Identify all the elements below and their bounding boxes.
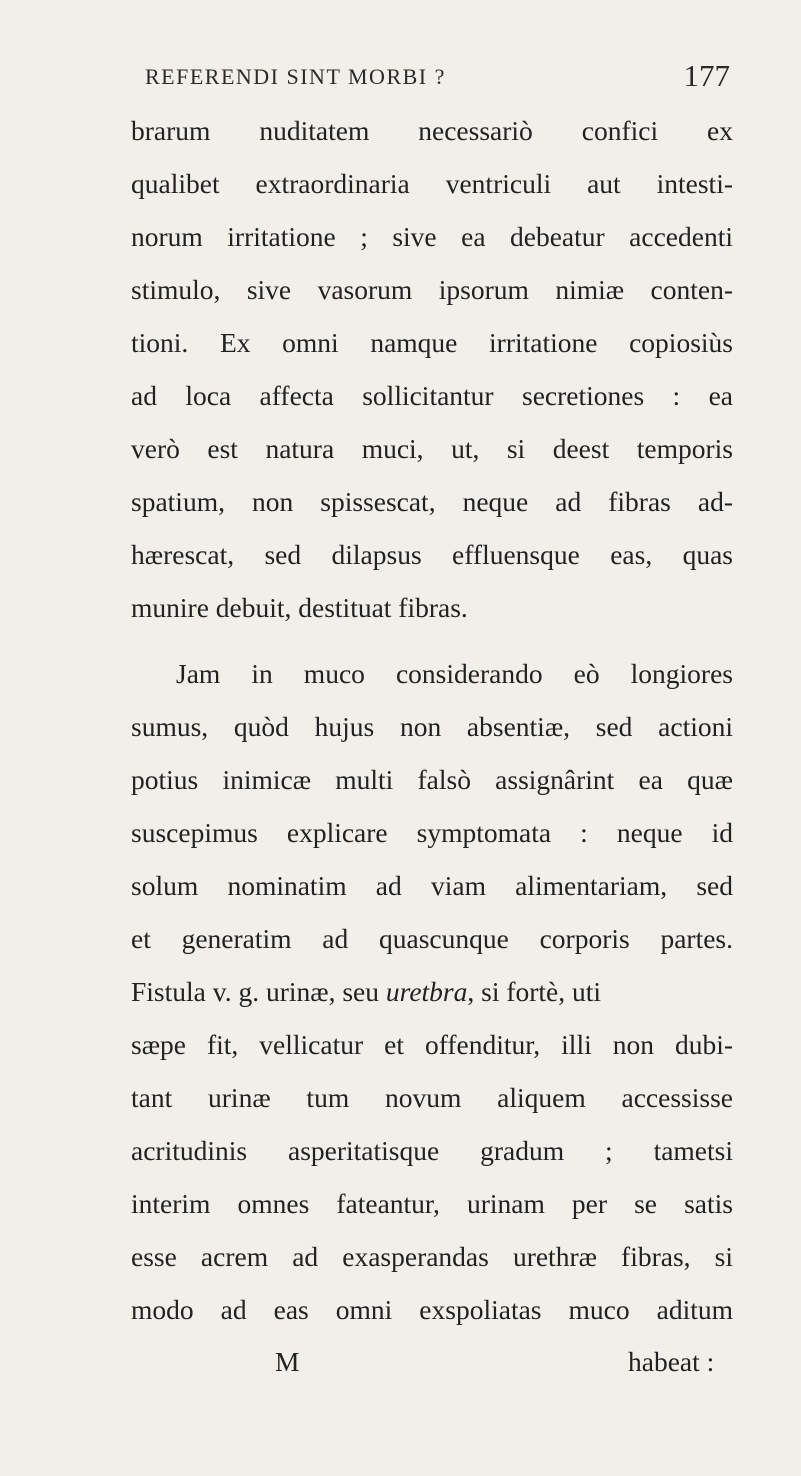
- text-line: sumus, quòd hujus non absentiæ, sed actioni: [131, 711, 733, 742]
- text-line: tioni. Ex omni namque irritatione copiosiùs: [131, 327, 733, 358]
- text-line: interim omnes fateantur, urinam per se satis: [131, 1188, 733, 1219]
- page-header: [140, 56, 730, 96]
- text-line: suscepimus explicare symptomata : neque id: [131, 817, 733, 848]
- text-line: munire debuit, destituat fibras.: [131, 592, 468, 623]
- text-line: ad loca affecta sollicitantur secretiones : ea: [131, 380, 733, 411]
- text-line: brarum nuditatem necessariò confici ex: [131, 115, 733, 146]
- text-line: sæpe fit, vellicatur et offenditur, illi non dubi-: [131, 1029, 733, 1060]
- text-segment: Fistula v. g. urinæ, seu: [131, 976, 380, 1007]
- text-line: esse acrem ad exasperandas urethræ fibras, si: [131, 1241, 733, 1272]
- catchword: habeat :: [628, 1346, 715, 1377]
- text-line: tant urinæ tum novum aliquem accessisse: [131, 1082, 733, 1113]
- text-line: spatium, non spissescat, neque ad fibras ad-: [131, 486, 733, 517]
- text-line: qualibet extraordinaria ventriculi aut intesti-: [131, 168, 733, 199]
- text-line: et generatim ad quascunque corporis partes.: [131, 923, 733, 954]
- text-line: solum nominatim ad viam alimentariam, sed: [131, 870, 733, 901]
- text-line: modo ad eas omni exspoliatas muco aditum: [131, 1294, 733, 1325]
- text-line: verò est natura muci, ut, si deest temporis: [131, 433, 733, 464]
- text-line: stimulo, sive vasorum ipsorum nimiæ conten-: [131, 274, 733, 305]
- text-line: hærescat, sed dilapsus effluensque eas, quas: [131, 539, 733, 570]
- text-line: Jam in muco considerando eò longiores: [176, 658, 733, 689]
- signature-mark: M: [275, 1346, 300, 1377]
- running-title: REFERENDI SINT MORBI ?: [145, 64, 446, 89]
- italic-term: uretbra: [385, 976, 468, 1007]
- page-number: 177: [683, 58, 730, 93]
- text-segment: , si fortè, uti: [467, 976, 602, 1007]
- text-line: acritudinis asperitatisque gradum ; tametsi: [131, 1135, 733, 1166]
- text-line: potius inimicæ multi falsò assignârint ea quæ: [131, 764, 733, 795]
- text-line: [131, 975, 733, 1009]
- text-line: norum irritatione ; sive ea debeatur accedenti: [131, 221, 733, 252]
